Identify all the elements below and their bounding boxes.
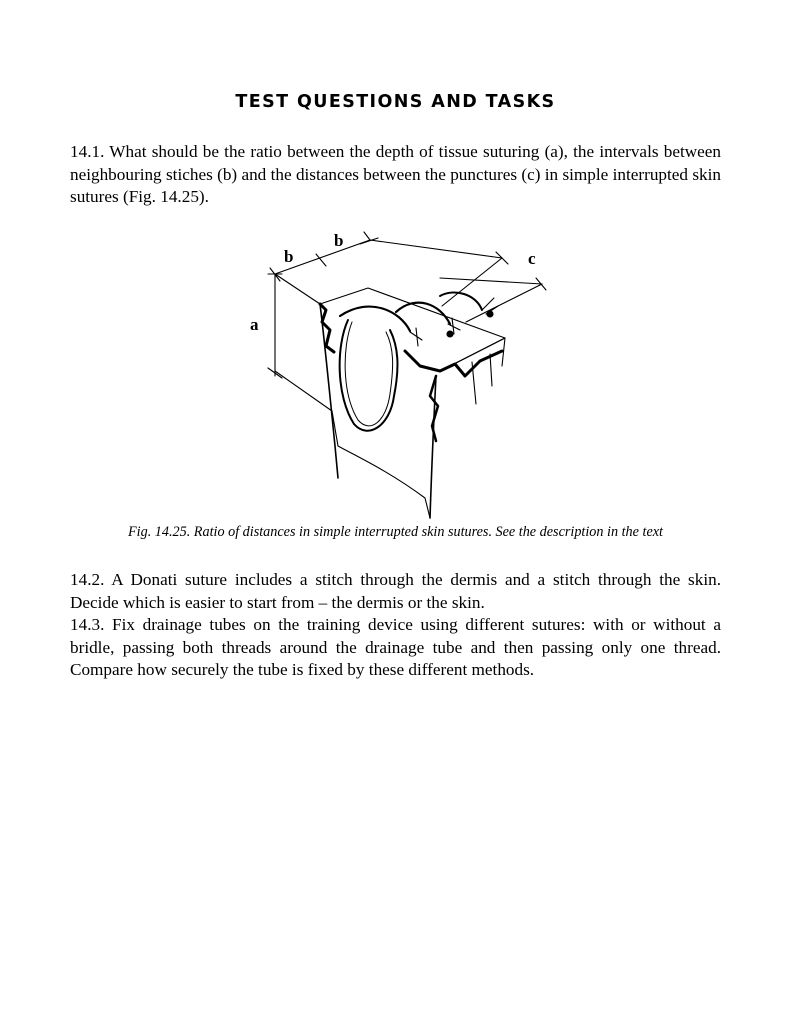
- label-b-left: b: [284, 247, 294, 266]
- page-title: TEST QUESTIONS AND TASKS: [235, 92, 556, 112]
- question-14-1: 14.1. What should be the ratio between the depth of tissue suturing (a), the intervals between neighbouring stiches (b) and the distances between the punctures (c) in simple interrupted skin sutures (Fig. 14.25).: [70, 142, 721, 206]
- label-b-right: b: [334, 231, 344, 250]
- question-14-3: 14.3. Fix drainage tubes on the training device using different sutures: with or without a bridle, passing both threads around the drainage tube and then passing only one thread. Compare how securely the tube is fixed by these different methods.: [70, 615, 721, 679]
- suture-diagram: [240, 226, 560, 526]
- label-a: a: [250, 315, 259, 334]
- label-c: c: [528, 249, 536, 268]
- figure-caption: Fig. 14.25. Ratio of distances in simple interrupted skin sutures. See the description in the text: [128, 524, 663, 540]
- question-14-2: 14.2. A Donati suture includes a stitch through the dermis and a stitch through the skin. Decide which is easier to start from – the dermis or the skin.: [70, 570, 721, 612]
